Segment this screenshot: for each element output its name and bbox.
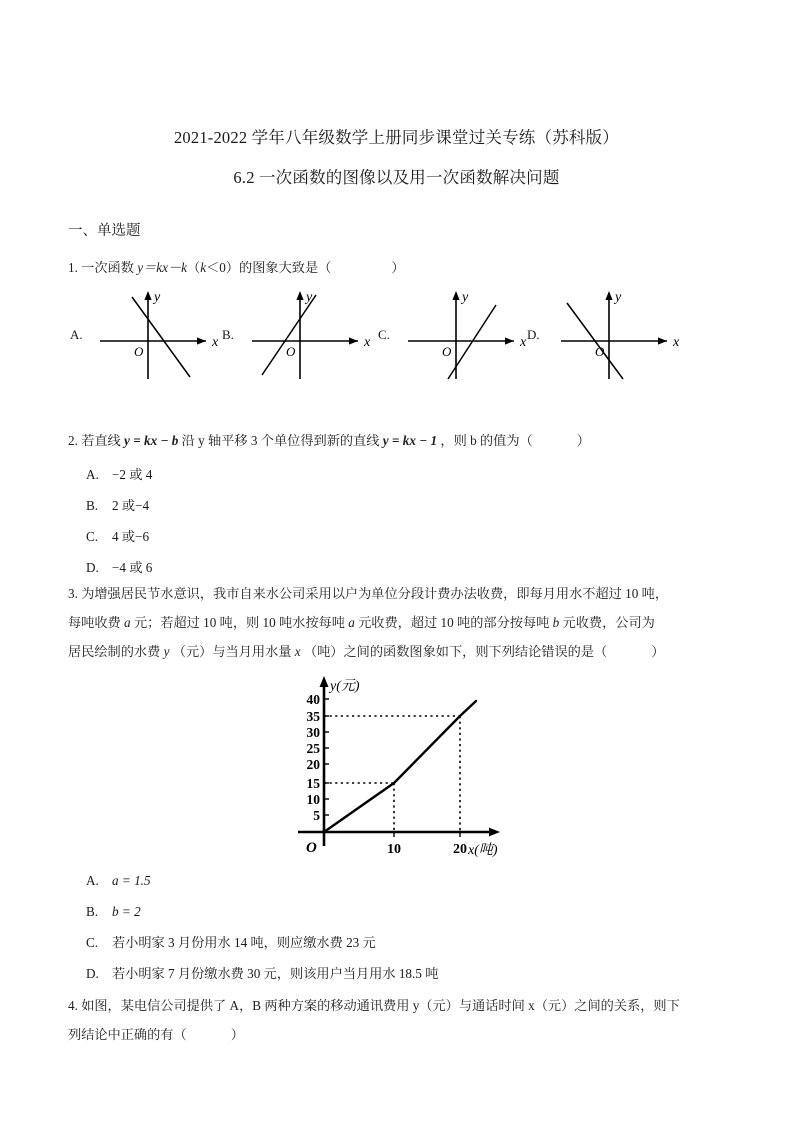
chart-data-line: [324, 701, 476, 832]
q1-graph-a-y-label: y: [154, 290, 161, 305]
chart-y-axis-label: y(元): [330, 679, 360, 694]
q1-graph-d-y-label: y: [615, 290, 622, 305]
q1-graph-c-y-label: y: [462, 290, 469, 305]
question-2-option-c[interactable]: [86, 528, 149, 546]
question-3-stem-line-1: 3. 为增强居民节水意识，我市自来水公司采用以户为单位分段计费办法收费，即每月用水不超过 10 吨，: [68, 586, 669, 601]
chart-y-tick-40: 40: [306, 692, 320, 707]
q3-option-d-text: 若小明家 7 月份缴水费 30 元，则该用户当月用水 18.5 吨: [112, 966, 439, 981]
q1-stem-condition: ＜0）的图象大致是（: [206, 260, 332, 275]
q2-stem-b: 沿 y 轴平移 3 个单位得到新的直线: [178, 433, 383, 448]
q3-option-a-text: a = 1.5: [112, 873, 151, 888]
question-2-option-d[interactable]: [86, 559, 152, 577]
chart-y-tick-35: 35: [306, 709, 320, 724]
question-1-option-d[interactable]: [525, 283, 685, 387]
q1-option-c-label: C.: [378, 327, 390, 342]
q1-graph-c: [396, 283, 536, 387]
q3-option-c-text: 若小明家 3 月份用水 14 吨，则应缴水费 23 元: [112, 935, 376, 950]
document-subtitle: 6.2 一次函数的图像以及用一次函数解决问题: [233, 168, 560, 187]
q1-graph-d: [543, 283, 693, 387]
q3-option-b-label: B.: [86, 904, 99, 919]
chart-y-tick-labels: [307, 692, 321, 823]
question-3-option-a[interactable]: [86, 872, 151, 890]
q1-graph-a: [88, 283, 228, 387]
q3-l2-b: 元；若超过 10 吨，则 10 吨水按每吨: [130, 615, 349, 630]
q1-graph-a-origin-label: O: [134, 344, 144, 359]
chart-x-axis-arrow: [489, 828, 500, 837]
q3-option-c-label: C.: [86, 935, 99, 950]
q1-option-a-label: A.: [70, 327, 83, 342]
chart-y-tick-20: 20: [306, 757, 320, 772]
q1-graph-d-x-label: x: [673, 335, 680, 350]
chart-x-axis-label: x(吨): [468, 843, 498, 858]
section-heading: 一、单选题: [68, 223, 141, 239]
q3-l2-d: 元收费，公司为: [559, 615, 655, 630]
q3-l3-var-y: y: [163, 644, 170, 659]
q3-l3-a: 居民绘制的水费: [68, 644, 164, 659]
q2-stem-a: 2. 若直线: [68, 433, 125, 448]
q3-option-d-label: D.: [86, 966, 99, 981]
q1-graph-d-origin-label: O: [595, 344, 605, 359]
q1-graph-b-origin-label: O: [286, 344, 296, 359]
chart-x-tick-20: 20: [453, 842, 467, 857]
question-3-option-d[interactable]: [86, 965, 438, 983]
question-2-option-b[interactable]: [86, 497, 149, 515]
q3-l2-c: 元收费，超过 10 吨的部分按每吨: [354, 615, 553, 630]
q1-stem-mid: （: [187, 260, 201, 275]
q1-option-b-label: B.: [222, 327, 234, 342]
document-title: 2021-2022 学年八年级数学上册同步课堂过关专练（苏科版）: [173, 128, 620, 147]
q2-option-a-text: −2 或 4: [112, 467, 153, 482]
question-3-option-c[interactable]: [86, 934, 376, 952]
q1-graph-b-y-label: y: [306, 290, 313, 305]
q3-option-b-text: b = 2: [112, 904, 141, 919]
q1-graph-a-x-label: x: [212, 335, 219, 350]
q2-equation-1: y = kx − b: [124, 433, 179, 448]
q1-stem-suffix: ）: [391, 260, 405, 275]
chart-y-tick-15: 15: [306, 776, 320, 791]
q1-graph-b-x-label: x: [364, 335, 371, 350]
q1-option-d-label: D.: [527, 327, 540, 342]
question-2-stem: [68, 431, 728, 451]
q3-l2-var-a: a: [124, 615, 131, 630]
question-3-stem-line-3: [68, 642, 733, 662]
question-1-option-c[interactable]: [378, 283, 538, 387]
q1-stem-equation: y＝kx－k: [137, 260, 188, 275]
chart-y-axis-arrow: [320, 676, 329, 687]
q4-l2-suffix: ）: [230, 1027, 244, 1042]
q2-stem-c: ，则 b 的值为（: [437, 433, 533, 448]
q3-l2-a: 每吨收费: [68, 615, 125, 630]
q3-l2-var-b: b: [552, 615, 560, 630]
question-3-option-b[interactable]: [86, 903, 141, 921]
q2-option-c-text: 4 或−6: [112, 529, 150, 544]
q4-l2-text: 列结论中正确的有（: [68, 1027, 187, 1042]
q1-graph-c-x-label: x: [520, 335, 527, 350]
q3-option-a-label: A.: [86, 873, 99, 888]
chart-x-tick-10: 10: [387, 842, 401, 857]
question-4-stem-line-2: [68, 1025, 736, 1045]
q1-graph-c-origin-label: O: [442, 344, 452, 359]
q2-option-b-text: 2 或−4: [112, 498, 150, 513]
chart-y-tick-10: 10: [306, 792, 320, 807]
question-2-option-a[interactable]: [86, 466, 152, 484]
q1-graph-b: [240, 283, 380, 387]
q2-option-a-label: A.: [86, 467, 99, 482]
chart-y-tick-30: 30: [306, 725, 320, 740]
q3-l3-c: （吨）之间的函数图象如下，则下列结论错误的是（: [300, 644, 608, 659]
q2-option-c-label: C.: [86, 529, 99, 544]
question-3-stem-line-2: [68, 613, 733, 633]
chart-y-tick-25: 25: [306, 741, 320, 756]
q1-stem-k: k: [200, 260, 207, 275]
question-1-stem: [68, 258, 728, 278]
q2-equation-2: y = kx − 1: [382, 433, 438, 448]
q3-l2-var-a2: a: [348, 615, 355, 630]
q2-option-d-text: −4 或 6: [112, 560, 153, 575]
q3-l3-d: ）: [651, 644, 665, 659]
q3-l3-var-x: x: [294, 644, 301, 659]
q2-option-b-label: B.: [86, 498, 99, 513]
question-1-graph-row: [70, 283, 750, 387]
water-fee-chart-svg: [272, 668, 517, 860]
q2-option-d-label: D.: [86, 560, 99, 575]
q3-l3-b: （元）与当月用水量: [169, 644, 295, 659]
question-3-chart: [272, 668, 517, 860]
question-4-stem-line-1: 4. 如图，某电信公司提供了 A，B 两种方案的移动通讯费用 y（元）与通话时间 x（元）之间的关系，则下: [68, 998, 680, 1013]
q1-stem-prefix: 1. 一次函数: [68, 260, 138, 275]
chart-origin-label: O: [306, 840, 317, 856]
question-1-option-a[interactable]: [70, 283, 230, 387]
q2-stem-d: ）: [576, 433, 590, 448]
chart-y-tick-5: 5: [313, 808, 320, 823]
question-1-option-b[interactable]: [222, 283, 382, 387]
